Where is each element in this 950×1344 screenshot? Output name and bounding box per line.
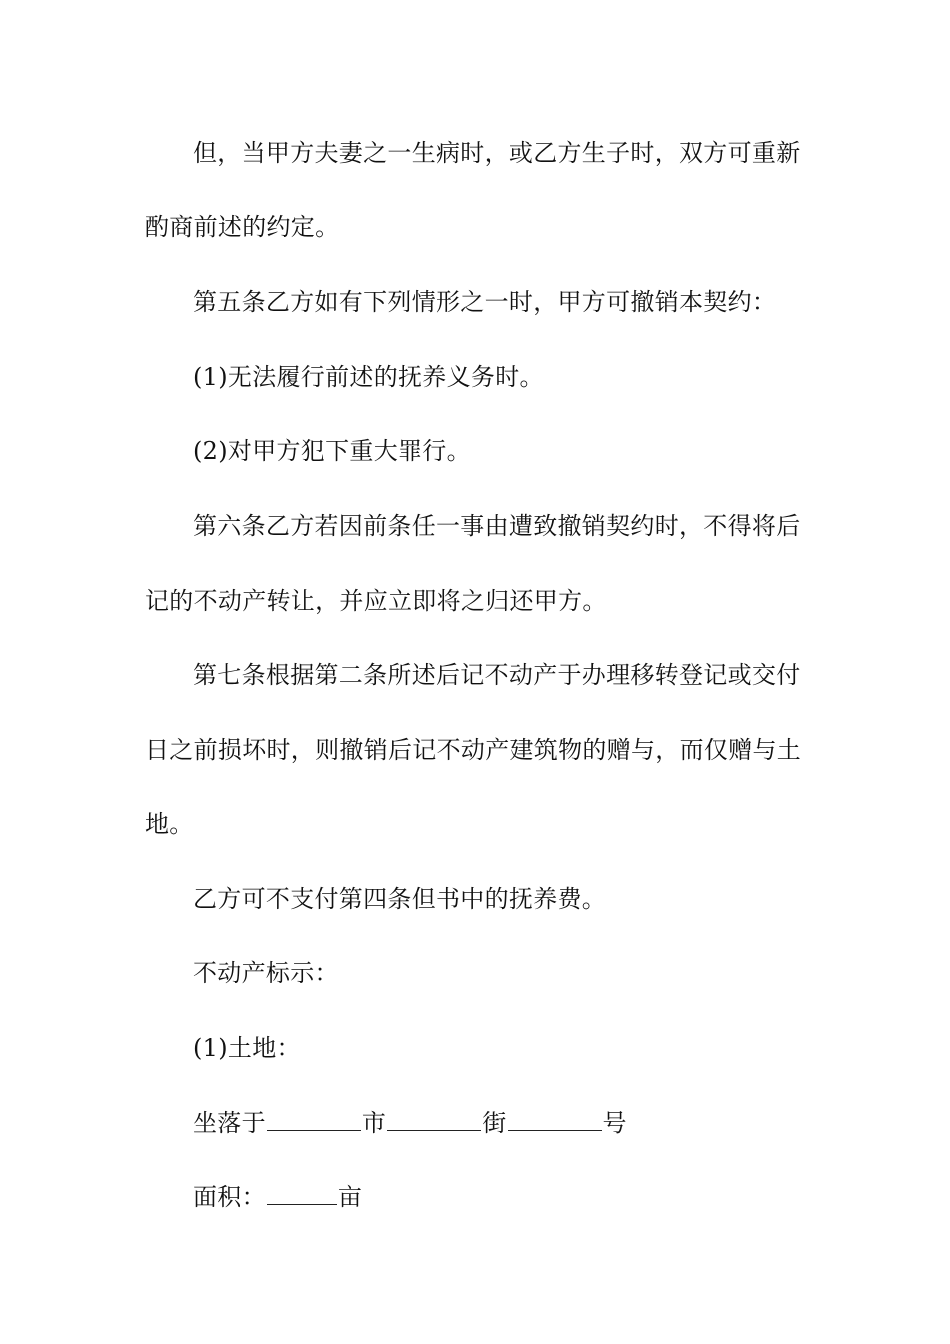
area-line bbox=[193, 1182, 863, 1212]
article-5-heading: 第五条乙方如有下列情形之一时，甲方可撤销本契约： bbox=[193, 288, 777, 316]
article-7-line-1: 第七条根据第二条所述后记不动产于办理移转登记或交付 bbox=[193, 661, 801, 689]
area-blank[interactable] bbox=[267, 1182, 337, 1205]
article-7-line-2: 日之前损坏时，则撤销后记不动产建筑物的赠与，而仅赠与土 bbox=[145, 736, 802, 764]
article-7-line-3: 地。 bbox=[145, 810, 194, 838]
article-6-line-2: 记的不动产转让，并应立即将之归还甲方。 bbox=[145, 587, 607, 615]
location-line bbox=[193, 1108, 863, 1138]
city-unit: 市 bbox=[361, 1109, 387, 1137]
area-unit: 亩 bbox=[337, 1183, 363, 1211]
number-blank[interactable] bbox=[508, 1108, 602, 1131]
article-6-line-1: 第六条乙方若因前条任一事由遭致撤销契约时，不得将后 bbox=[193, 512, 801, 540]
city-blank[interactable] bbox=[267, 1108, 361, 1131]
property-heading: 不动产标示： bbox=[193, 959, 339, 987]
article-5-item-1: (1)无法履行前述的抚养义务时。 bbox=[193, 363, 544, 391]
street-blank[interactable] bbox=[387, 1108, 481, 1131]
land-item-heading: (1)土地： bbox=[193, 1034, 301, 1062]
article-7-note: 乙方可不支付第四条但书中的抚养费。 bbox=[193, 885, 607, 913]
location-prefix: 坐落于 bbox=[193, 1109, 266, 1137]
paragraph-line-2: 酌商前述的约定。 bbox=[145, 213, 340, 241]
paragraph-line-1: 但，当甲方夫妻之一生病时，或乙方生子时，双方可重新 bbox=[193, 139, 801, 167]
area-prefix: 面积： bbox=[193, 1183, 266, 1211]
street-unit: 街 bbox=[482, 1109, 507, 1137]
number-unit: 号 bbox=[602, 1109, 627, 1137]
article-5-item-2: (2)对甲方犯下重大罪行。 bbox=[193, 437, 471, 465]
